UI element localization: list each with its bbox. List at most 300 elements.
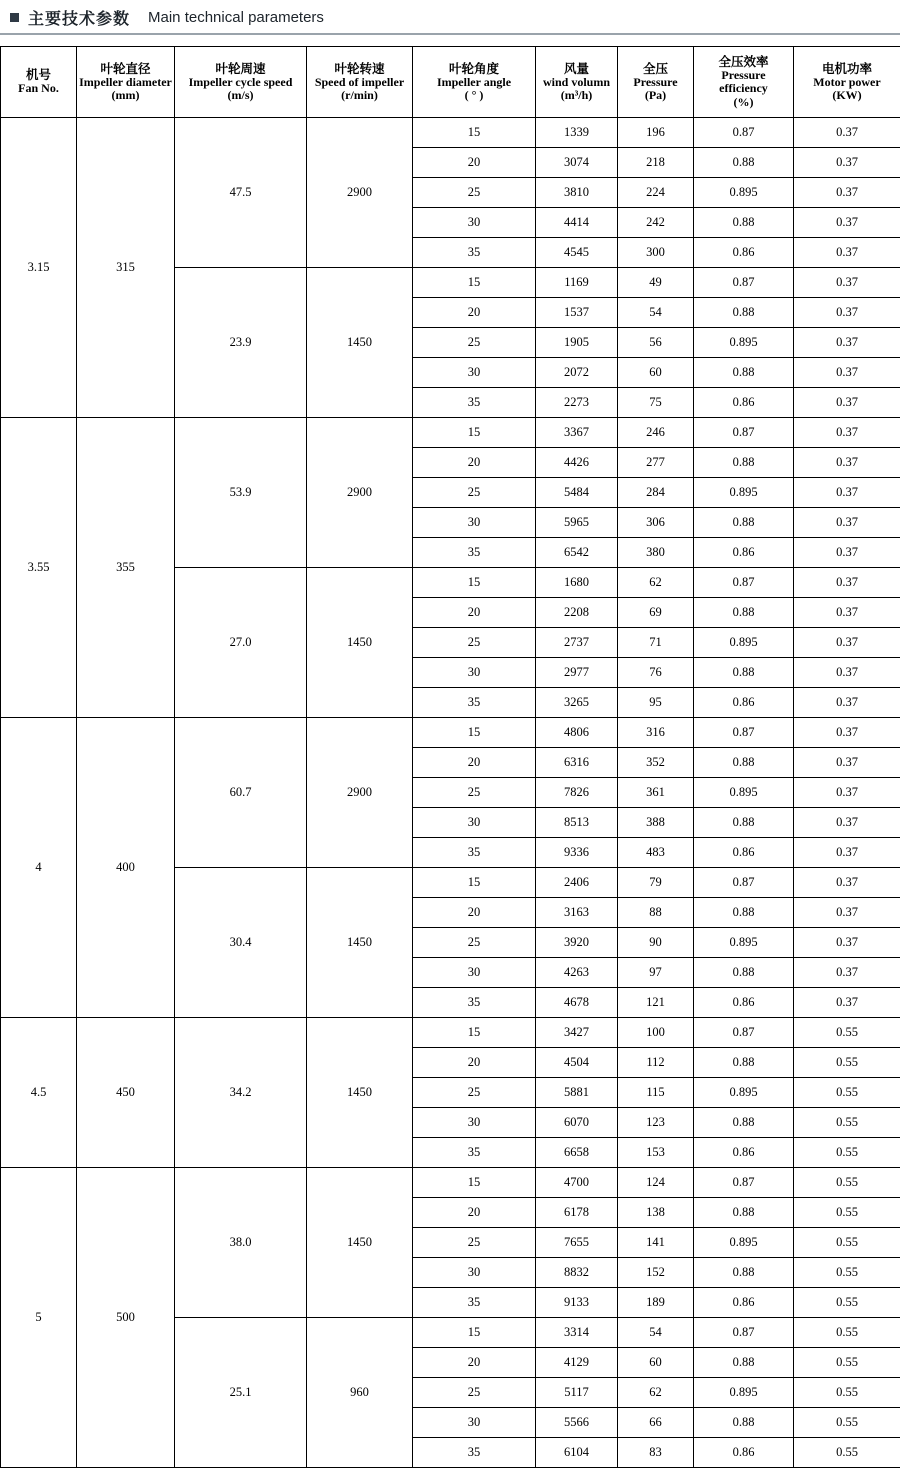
cell-efficiency: 0.88 — [694, 1348, 794, 1378]
cell-angle: 30 — [413, 808, 536, 838]
cell-wind-volume: 2977 — [536, 658, 618, 688]
cell-fan-no: 4.5 — [1, 1018, 77, 1168]
cell-angle: 30 — [413, 1108, 536, 1138]
cell-pressure: 380 — [618, 538, 694, 568]
cell-efficiency: 0.86 — [694, 1438, 794, 1468]
page-title-en: Main technical parameters — [148, 9, 324, 26]
cell-diameter: 500 — [77, 1168, 175, 1468]
cell-pressure: 54 — [618, 298, 694, 328]
cell-motor-power: 0.55 — [794, 1438, 900, 1468]
column-header-volume-cn: 风量 — [538, 62, 615, 76]
column-header-rpm-unit: (r/min) — [309, 89, 410, 102]
cell-efficiency: 0.88 — [694, 748, 794, 778]
cell-pressure: 62 — [618, 568, 694, 598]
cell-wind-volume: 1905 — [536, 328, 618, 358]
cell-angle: 20 — [413, 898, 536, 928]
cell-pressure: 316 — [618, 718, 694, 748]
cell-angle: 35 — [413, 238, 536, 268]
cell-pressure: 75 — [618, 388, 694, 418]
cell-wind-volume: 2406 — [536, 868, 618, 898]
cell-efficiency: 0.88 — [694, 808, 794, 838]
cell-wind-volume: 3367 — [536, 418, 618, 448]
cell-wind-volume: 1537 — [536, 298, 618, 328]
cell-wind-volume: 7826 — [536, 778, 618, 808]
column-header-fan-no-cn: 机号 — [3, 68, 74, 82]
column-header-cycle-speed-unit: (m/s) — [177, 89, 304, 102]
cell-efficiency: 0.895 — [694, 328, 794, 358]
cell-efficiency: 0.87 — [694, 268, 794, 298]
cell-efficiency: 0.895 — [694, 178, 794, 208]
cell-angle: 15 — [413, 568, 536, 598]
cell-motor-power: 0.55 — [794, 1018, 900, 1048]
cell-cycle-speed: 30.4 — [175, 868, 307, 1018]
column-header-angle-unit: ( ° ) — [415, 89, 533, 102]
cell-pressure: 76 — [618, 658, 694, 688]
cell-motor-power: 0.37 — [794, 688, 900, 718]
cell-pressure: 196 — [618, 118, 694, 148]
cell-efficiency: 0.87 — [694, 1018, 794, 1048]
cell-motor-power: 0.37 — [794, 808, 900, 838]
cell-angle: 15 — [413, 268, 536, 298]
cell-pressure: 300 — [618, 238, 694, 268]
table-row — [1, 1018, 900, 1048]
table-body — [1, 118, 900, 1468]
cell-angle: 20 — [413, 1048, 536, 1078]
cell-rpm: 960 — [307, 1318, 413, 1468]
cell-efficiency: 0.895 — [694, 1378, 794, 1408]
cell-wind-volume: 5881 — [536, 1078, 618, 1108]
column-header-angle-cn: 叶轮角度 — [415, 62, 533, 76]
cell-motor-power: 0.37 — [794, 718, 900, 748]
cell-pressure: 141 — [618, 1228, 694, 1258]
cell-angle: 25 — [413, 778, 536, 808]
table-row — [1, 418, 900, 448]
cell-efficiency: 0.895 — [694, 778, 794, 808]
column-header-fan-no — [1, 47, 77, 118]
cell-efficiency: 0.88 — [694, 1108, 794, 1138]
cell-motor-power: 0.37 — [794, 628, 900, 658]
cell-motor-power: 0.37 — [794, 508, 900, 538]
cell-angle: 15 — [413, 718, 536, 748]
cell-wind-volume: 6070 — [536, 1108, 618, 1138]
cell-motor-power: 0.37 — [794, 958, 900, 988]
cell-efficiency: 0.87 — [694, 418, 794, 448]
cell-wind-volume: 4678 — [536, 988, 618, 1018]
cell-motor-power: 0.55 — [794, 1318, 900, 1348]
cell-efficiency: 0.895 — [694, 1078, 794, 1108]
cell-angle: 25 — [413, 928, 536, 958]
cell-efficiency: 0.88 — [694, 508, 794, 538]
cell-angle: 25 — [413, 1078, 536, 1108]
cell-efficiency: 0.895 — [694, 628, 794, 658]
cell-pressure: 189 — [618, 1288, 694, 1318]
cell-rpm: 2900 — [307, 418, 413, 568]
cell-wind-volume: 5117 — [536, 1378, 618, 1408]
cell-motor-power: 0.37 — [794, 658, 900, 688]
cell-pressure: 100 — [618, 1018, 694, 1048]
cell-wind-volume: 4545 — [536, 238, 618, 268]
cell-efficiency: 0.88 — [694, 448, 794, 478]
cell-pressure: 361 — [618, 778, 694, 808]
cell-cycle-speed: 34.2 — [175, 1018, 307, 1168]
cell-motor-power: 0.55 — [794, 1198, 900, 1228]
cell-diameter: 355 — [77, 418, 175, 718]
cell-angle: 25 — [413, 478, 536, 508]
column-header-motor-power — [794, 47, 900, 118]
cell-efficiency: 0.86 — [694, 838, 794, 868]
table-row — [1, 718, 900, 748]
cell-pressure: 388 — [618, 808, 694, 838]
cell-efficiency: 0.895 — [694, 928, 794, 958]
cell-wind-volume: 3427 — [536, 1018, 618, 1048]
cell-angle: 35 — [413, 1288, 536, 1318]
cell-angle: 15 — [413, 1018, 536, 1048]
cell-efficiency: 0.87 — [694, 1168, 794, 1198]
cell-angle: 25 — [413, 628, 536, 658]
cell-angle: 15 — [413, 118, 536, 148]
cell-pressure: 97 — [618, 958, 694, 988]
cell-efficiency: 0.88 — [694, 208, 794, 238]
cell-efficiency: 0.88 — [694, 1258, 794, 1288]
cell-wind-volume: 1339 — [536, 118, 618, 148]
cell-motor-power: 0.37 — [794, 748, 900, 778]
cell-angle: 25 — [413, 1228, 536, 1258]
cell-efficiency: 0.87 — [694, 868, 794, 898]
cell-wind-volume: 8513 — [536, 808, 618, 838]
cell-motor-power: 0.55 — [794, 1378, 900, 1408]
column-header-rpm — [307, 47, 413, 118]
cell-pressure: 124 — [618, 1168, 694, 1198]
cell-efficiency: 0.88 — [694, 358, 794, 388]
cell-pressure: 71 — [618, 628, 694, 658]
cell-pressure: 218 — [618, 148, 694, 178]
cell-motor-power: 0.55 — [794, 1108, 900, 1138]
cell-motor-power: 0.37 — [794, 988, 900, 1018]
cell-wind-volume: 3163 — [536, 898, 618, 928]
column-header-pressure-cn: 全压 — [620, 62, 691, 76]
cell-angle: 15 — [413, 1318, 536, 1348]
cell-wind-volume: 5566 — [536, 1408, 618, 1438]
cell-cycle-speed: 53.9 — [175, 418, 307, 568]
cell-motor-power: 0.55 — [794, 1078, 900, 1108]
column-header-efficiency-unit: (%) — [696, 96, 791, 109]
cell-motor-power: 0.55 — [794, 1288, 900, 1318]
column-header-fan-no-en: Fan No. — [3, 82, 74, 95]
cell-efficiency: 0.88 — [694, 598, 794, 628]
cell-wind-volume: 6658 — [536, 1138, 618, 1168]
column-header-diameter — [77, 47, 175, 118]
cell-motor-power: 0.37 — [794, 868, 900, 898]
cell-efficiency: 0.88 — [694, 148, 794, 178]
square-marker-icon — [10, 13, 19, 22]
table-row — [1, 118, 900, 148]
cell-efficiency: 0.86 — [694, 538, 794, 568]
table-row — [1, 1168, 900, 1198]
cell-pressure: 83 — [618, 1438, 694, 1468]
cell-angle: 20 — [413, 1348, 536, 1378]
cell-motor-power: 0.37 — [794, 538, 900, 568]
column-header-cycle-speed-en: Impeller cycle speed — [177, 76, 304, 89]
cell-angle: 20 — [413, 748, 536, 778]
cell-efficiency: 0.88 — [694, 898, 794, 928]
cell-cycle-speed: 47.5 — [175, 118, 307, 268]
cell-motor-power: 0.37 — [794, 298, 900, 328]
cell-wind-volume: 2273 — [536, 388, 618, 418]
cell-rpm: 1450 — [307, 568, 413, 718]
cell-efficiency: 0.86 — [694, 388, 794, 418]
cell-rpm: 1450 — [307, 1018, 413, 1168]
cell-wind-volume: 3265 — [536, 688, 618, 718]
cell-motor-power: 0.37 — [794, 388, 900, 418]
cell-motor-power: 0.37 — [794, 598, 900, 628]
cell-efficiency: 0.87 — [694, 718, 794, 748]
cell-wind-volume: 4426 — [536, 448, 618, 478]
cell-rpm: 1450 — [307, 868, 413, 1018]
column-header-angle-en: Impeller angle — [415, 76, 533, 89]
column-header-rpm-en: Speed of impeller — [309, 76, 410, 89]
technical-parameters-table — [0, 46, 900, 1468]
cell-pressure: 153 — [618, 1138, 694, 1168]
cell-efficiency: 0.87 — [694, 1318, 794, 1348]
cell-wind-volume: 4700 — [536, 1168, 618, 1198]
cell-efficiency: 0.86 — [694, 238, 794, 268]
cell-wind-volume: 4263 — [536, 958, 618, 988]
cell-motor-power: 0.37 — [794, 778, 900, 808]
cell-wind-volume: 1680 — [536, 568, 618, 598]
cell-motor-power: 0.55 — [794, 1048, 900, 1078]
cell-motor-power: 0.55 — [794, 1258, 900, 1288]
column-header-volume-unit: (m³/h) — [538, 89, 615, 102]
cell-pressure: 54 — [618, 1318, 694, 1348]
cell-fan-no: 3.55 — [1, 418, 77, 718]
cell-pressure: 138 — [618, 1198, 694, 1228]
cell-pressure: 277 — [618, 448, 694, 478]
column-header-diameter-cn: 叶轮直径 — [79, 62, 172, 76]
cell-pressure: 62 — [618, 1378, 694, 1408]
cell-pressure: 60 — [618, 1348, 694, 1378]
cell-motor-power: 0.37 — [794, 568, 900, 598]
cell-wind-volume: 4414 — [536, 208, 618, 238]
column-header-motor-power-unit: (KW) — [796, 89, 898, 102]
cell-efficiency: 0.88 — [694, 1408, 794, 1438]
cell-diameter: 400 — [77, 718, 175, 1018]
table-header-row — [1, 47, 900, 118]
column-header-pressure-en: Pressure — [620, 76, 691, 89]
cell-pressure: 56 — [618, 328, 694, 358]
cell-pressure: 60 — [618, 358, 694, 388]
cell-angle: 35 — [413, 388, 536, 418]
table-header — [1, 47, 900, 118]
page-title-cn: 主要技术参数 — [28, 6, 130, 29]
cell-pressure: 88 — [618, 898, 694, 928]
cell-wind-volume: 9133 — [536, 1288, 618, 1318]
cell-pressure: 79 — [618, 868, 694, 898]
cell-motor-power: 0.37 — [794, 448, 900, 478]
cell-cycle-speed: 23.9 — [175, 268, 307, 418]
column-header-volume — [536, 47, 618, 118]
cell-pressure: 352 — [618, 748, 694, 778]
cell-rpm: 1450 — [307, 268, 413, 418]
cell-fan-no: 5 — [1, 1168, 77, 1468]
cell-pressure: 483 — [618, 838, 694, 868]
cell-pressure: 306 — [618, 508, 694, 538]
cell-motor-power: 0.37 — [794, 478, 900, 508]
cell-pressure: 69 — [618, 598, 694, 628]
column-header-efficiency-en: Pressure efficiency — [696, 69, 791, 96]
cell-angle: 15 — [413, 868, 536, 898]
cell-wind-volume: 3920 — [536, 928, 618, 958]
cell-efficiency: 0.895 — [694, 478, 794, 508]
column-header-motor-power-en: Motor power — [796, 76, 898, 89]
cell-diameter: 315 — [77, 118, 175, 418]
column-header-pressure — [618, 47, 694, 118]
cell-cycle-speed: 25.1 — [175, 1318, 307, 1468]
cell-angle: 30 — [413, 658, 536, 688]
cell-angle: 25 — [413, 178, 536, 208]
column-header-volume-en: wind volumn — [538, 76, 615, 89]
cell-wind-volume: 5965 — [536, 508, 618, 538]
column-header-diameter-unit: (mm) — [79, 89, 172, 102]
column-header-efficiency — [694, 47, 794, 118]
cell-efficiency: 0.86 — [694, 688, 794, 718]
cell-wind-volume: 6316 — [536, 748, 618, 778]
cell-wind-volume: 2072 — [536, 358, 618, 388]
column-header-cycle-speed — [175, 47, 307, 118]
cell-rpm: 2900 — [307, 118, 413, 268]
cell-wind-volume: 3074 — [536, 148, 618, 178]
cell-pressure: 284 — [618, 478, 694, 508]
cell-efficiency: 0.88 — [694, 658, 794, 688]
cell-pressure: 115 — [618, 1078, 694, 1108]
cell-wind-volume: 6542 — [536, 538, 618, 568]
cell-cycle-speed: 38.0 — [175, 1168, 307, 1318]
cell-wind-volume: 8832 — [536, 1258, 618, 1288]
cell-angle: 35 — [413, 1438, 536, 1468]
cell-motor-power: 0.37 — [794, 208, 900, 238]
cell-angle: 35 — [413, 838, 536, 868]
cell-angle: 35 — [413, 688, 536, 718]
cell-motor-power: 0.37 — [794, 928, 900, 958]
cell-efficiency: 0.86 — [694, 988, 794, 1018]
cell-angle: 35 — [413, 1138, 536, 1168]
cell-efficiency: 0.88 — [694, 298, 794, 328]
cell-angle: 20 — [413, 598, 536, 628]
cell-angle: 30 — [413, 508, 536, 538]
cell-wind-volume: 4806 — [536, 718, 618, 748]
cell-angle: 15 — [413, 1168, 536, 1198]
cell-wind-volume: 1169 — [536, 268, 618, 298]
cell-pressure: 224 — [618, 178, 694, 208]
cell-cycle-speed: 27.0 — [175, 568, 307, 718]
cell-wind-volume: 2737 — [536, 628, 618, 658]
cell-rpm: 1450 — [307, 1168, 413, 1318]
cell-motor-power: 0.55 — [794, 1228, 900, 1258]
cell-motor-power: 0.37 — [794, 178, 900, 208]
cell-motor-power: 0.37 — [794, 838, 900, 868]
column-header-motor-power-cn: 电机功率 — [796, 62, 898, 76]
cell-motor-power: 0.37 — [794, 328, 900, 358]
cell-wind-volume: 2208 — [536, 598, 618, 628]
column-header-angle — [413, 47, 536, 118]
cell-angle: 15 — [413, 418, 536, 448]
cell-angle: 20 — [413, 448, 536, 478]
cell-wind-volume: 4129 — [536, 1348, 618, 1378]
cell-pressure: 123 — [618, 1108, 694, 1138]
cell-angle: 20 — [413, 148, 536, 178]
cell-diameter: 450 — [77, 1018, 175, 1168]
cell-fan-no: 4 — [1, 718, 77, 1018]
cell-angle: 20 — [413, 1198, 536, 1228]
cell-wind-volume: 7655 — [536, 1228, 618, 1258]
column-header-diameter-en: Impeller diameter — [79, 76, 172, 89]
column-header-cycle-speed-cn: 叶轮周速 — [177, 62, 304, 76]
cell-angle: 30 — [413, 1258, 536, 1288]
cell-pressure: 242 — [618, 208, 694, 238]
cell-motor-power: 0.37 — [794, 898, 900, 928]
column-header-rpm-cn: 叶轮转速 — [309, 62, 410, 76]
cell-pressure: 90 — [618, 928, 694, 958]
cell-wind-volume: 6178 — [536, 1198, 618, 1228]
cell-angle: 30 — [413, 1408, 536, 1438]
cell-efficiency: 0.86 — [694, 1288, 794, 1318]
cell-angle: 30 — [413, 958, 536, 988]
cell-angle: 30 — [413, 358, 536, 388]
cell-wind-volume: 4504 — [536, 1048, 618, 1078]
cell-motor-power: 0.37 — [794, 268, 900, 298]
cell-wind-volume: 5484 — [536, 478, 618, 508]
cell-efficiency: 0.86 — [694, 1138, 794, 1168]
cell-cycle-speed: 60.7 — [175, 718, 307, 868]
cell-motor-power: 0.37 — [794, 418, 900, 448]
cell-pressure: 152 — [618, 1258, 694, 1288]
document-header — [0, 0, 900, 35]
column-header-pressure-unit: (Pa) — [620, 89, 691, 102]
cell-motor-power: 0.55 — [794, 1138, 900, 1168]
cell-angle: 35 — [413, 988, 536, 1018]
cell-angle: 25 — [413, 328, 536, 358]
column-header-efficiency-cn: 全压效率 — [696, 55, 791, 69]
cell-motor-power: 0.37 — [794, 358, 900, 388]
cell-angle: 25 — [413, 1378, 536, 1408]
cell-pressure: 95 — [618, 688, 694, 718]
cell-pressure: 112 — [618, 1048, 694, 1078]
cell-pressure: 121 — [618, 988, 694, 1018]
cell-efficiency: 0.88 — [694, 1198, 794, 1228]
cell-wind-volume: 3314 — [536, 1318, 618, 1348]
cell-motor-power: 0.55 — [794, 1408, 900, 1438]
cell-angle: 35 — [413, 538, 536, 568]
cell-efficiency: 0.87 — [694, 118, 794, 148]
cell-motor-power: 0.37 — [794, 118, 900, 148]
cell-pressure: 66 — [618, 1408, 694, 1438]
cell-motor-power: 0.37 — [794, 238, 900, 268]
cell-motor-power: 0.55 — [794, 1348, 900, 1378]
cell-pressure: 49 — [618, 268, 694, 298]
cell-efficiency: 0.895 — [694, 1228, 794, 1258]
cell-angle: 20 — [413, 298, 536, 328]
cell-motor-power: 0.37 — [794, 148, 900, 178]
cell-wind-volume: 9336 — [536, 838, 618, 868]
cell-motor-power: 0.55 — [794, 1168, 900, 1198]
cell-pressure: 246 — [618, 418, 694, 448]
cell-wind-volume: 6104 — [536, 1438, 618, 1468]
cell-efficiency: 0.88 — [694, 958, 794, 988]
cell-rpm: 2900 — [307, 718, 413, 868]
cell-angle: 30 — [413, 208, 536, 238]
cell-fan-no: 3.15 — [1, 118, 77, 418]
cell-wind-volume: 3810 — [536, 178, 618, 208]
cell-efficiency: 0.88 — [694, 1048, 794, 1078]
